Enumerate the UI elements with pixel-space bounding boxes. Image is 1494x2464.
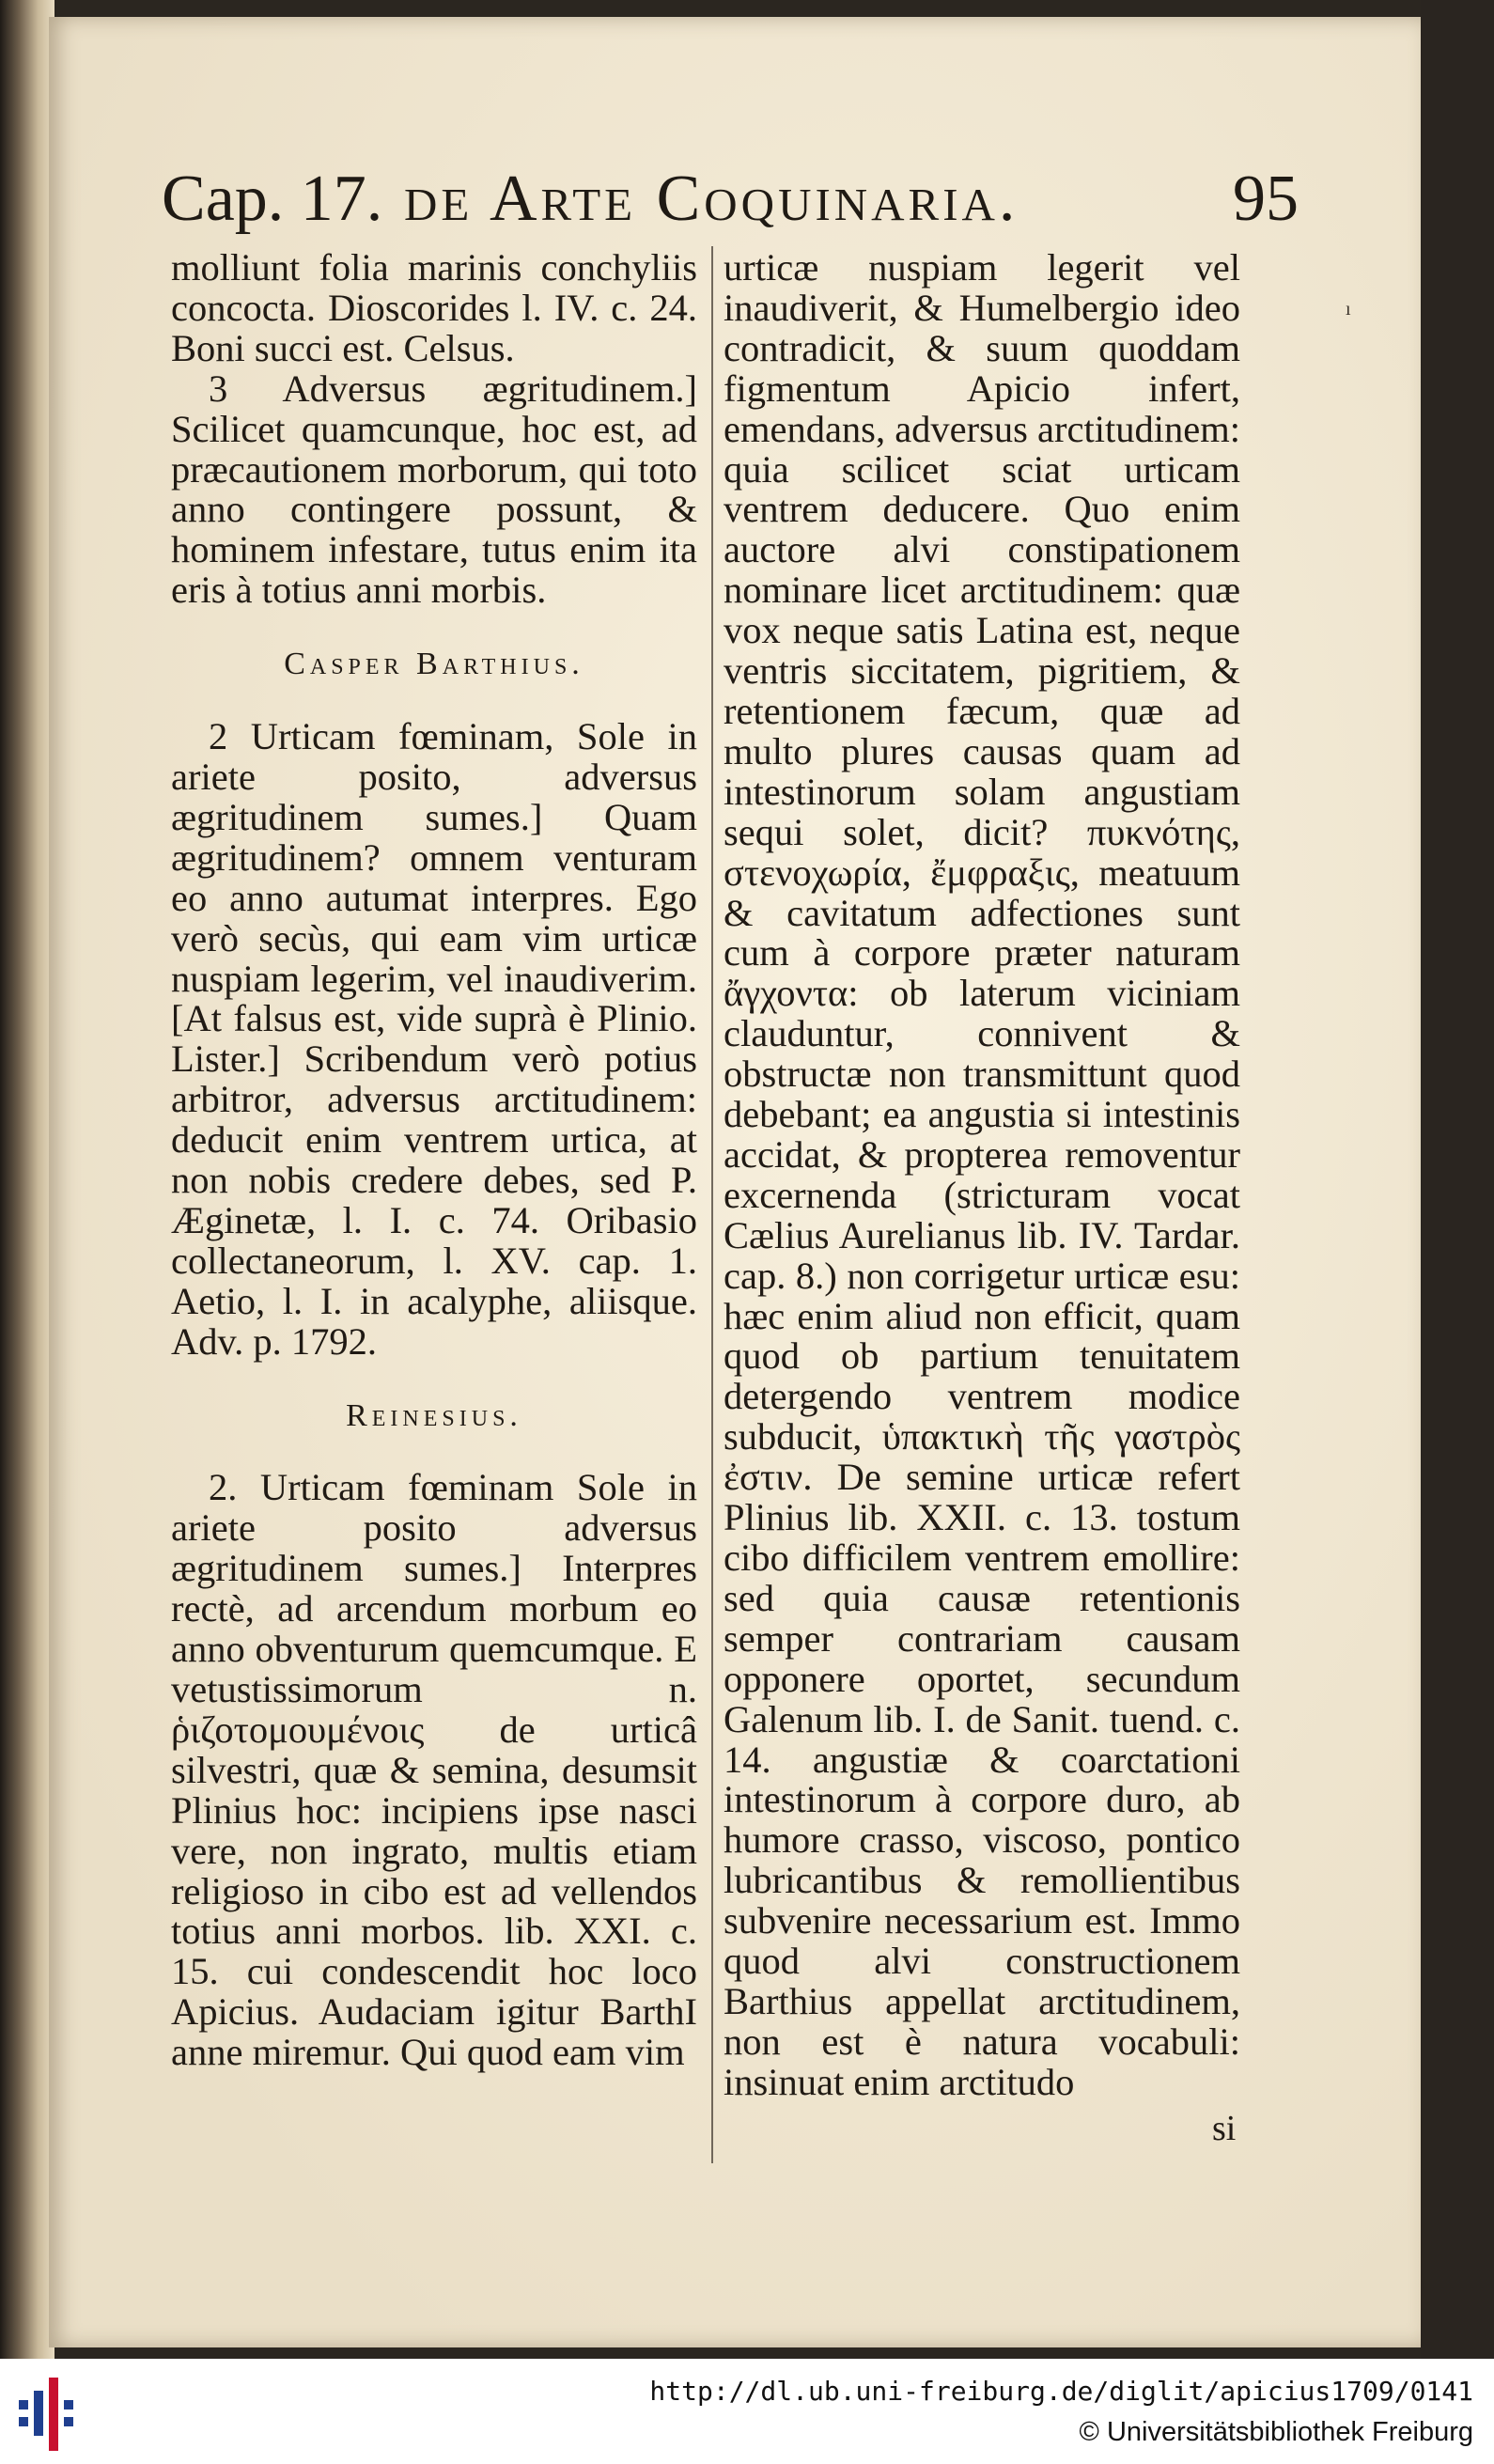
page-number: 95 xyxy=(1233,163,1299,235)
permalink-url[interactable]: http://dl.ub.uni-freiburg.de/diglit/apicius1709/0141 xyxy=(649,2376,1473,2407)
book-gutter xyxy=(0,0,54,2359)
left-paragraph-1: molliunt folia marinis conchyliis concocta. Dioscorides l. IV. c. 24. Boni succi est. Celsus. xyxy=(171,246,697,369)
scan-background xyxy=(1421,0,1494,2359)
section-heading-barthius: Casper Barthius. xyxy=(284,647,584,682)
left-paragraph-4: 2. Urticam fœminam Sole in ariete posito adversus ægritudinem sumes.] Interpres rectè, ad arcendum morbum eo anno obventurum quemcumque. E vetustissimorum n. ῥιζοτομουμένοις de urticâ silvestri, quæ & semina, desumsit Plinius hoc: incipiens ipse nasci vere, non ingrato, multis etiam religioso in cibo est ad vellendos totius anni morbos. lib. XXI. c. 15. cui condescendit hoc loco Apicius. Audaciam igitur BarthI anne miremur. Qui quod eam vim xyxy=(171,1466,697,2074)
left-column xyxy=(171,248,697,2073)
running-head xyxy=(162,162,1299,246)
library-logo-icon xyxy=(19,2372,75,2451)
catchword: si xyxy=(1212,2109,1237,2148)
chapter-label: Cap. 17. xyxy=(162,163,383,235)
margin-mark: ı xyxy=(1346,299,1351,320)
page-title: de Arte Coquinaria. xyxy=(404,163,1019,235)
footer-bar xyxy=(0,2359,1494,2464)
left-paragraph-3: 2 Urticam fœminam, Sole in ariete posito, adversus ægritudinem sumes.] Quam ægritudinem? omnem venturam eo anno autumat interpres. Ego verò secùs, qui eam vim urticæ nuspiam legerim, vel inaudiverim. [At falsus est, vide suprà è Plinio. Lister.] Scribendum verò potius arbitror, adversus arctitudinem: deducit enim ventrem urtica, at non nobis credere debes, sed P. Æginetæ, l. I. c. 74. Oribasio collectaneorum, l. XV. cap. 1. Aetio, l. I. in acalyphe, aliisque. Adv. p. 1792. xyxy=(171,715,697,1363)
right-column xyxy=(724,248,1240,2103)
copyright-notice: © Universitätsbibliothek Freiburg xyxy=(1079,2417,1473,2447)
left-paragraph-2: 3 Adversus ægritudinem.] Scilicet quamcunque, hoc est, ad præcautionem morborum, qui toto anno contingere possunt, & hominem infestare, tutus enim ita eris à totius anni morbis. xyxy=(171,366,697,612)
column-divider xyxy=(711,246,713,2163)
section-heading-reinesius: Reinesius. xyxy=(346,1397,522,1433)
right-paragraph-1: urticæ nuspiam legerit vel inaudiverit, & Humelbergio ideo contradicit, & suum quoddam figmentum Apicio infert, emendans, adversus arctitudinem: quia scilicet sciat urticam ventrem deducere. Quo enim auctore alvi constipationem nominare licet arctitudinem: quæ vox neque satis Latina est, neque ventris siccitatem, pigritiem, & retentionem fæcum, quæ ad multo plures causas quam ad intestinorum solam angustiam sequi solet, dicit? πυκνότης, στενοχωρία, ἔμφραξις, meatuum & cavitatum adfectiones sunt cum à corpore præter naturam ἄγχοντα: ob laterum viciniam clauduntur, connivent & obstructæ non transmittunt quod debebant; ea angustia si intestinis accidat, & propterea removentur excernenda (stricturam vocat Cælius Aurelianus lib. IV. Tardar. cap. 8.) non corrigetur urticæ esu: hæc enim aliud non efficit, quam quod ob partium tenuitatem detergendo ventrem modice subducit, ὑπακτικὴ τῆς γαστρὸς ἐστιν. De semine urticæ refert Plinius lib. XXII. c. 13. tostum cibo difficilem ventrem emollire: sed quia causæ retentionis semper contrariam causam opponere oportet, secundum Galenum lib. I. de Sanit. tuend. c. 14. angustiæ & coarctationi intestinorum à corpore duro, ab humore crasso, viscoso, pontico lubricantibus & remollientibus subvenire necessarium est. Immo quod alvi constructionem Barthius appellat arctitudinem, non est è natura vocabuli: insinuat enim arctitudo xyxy=(724,246,1240,2103)
